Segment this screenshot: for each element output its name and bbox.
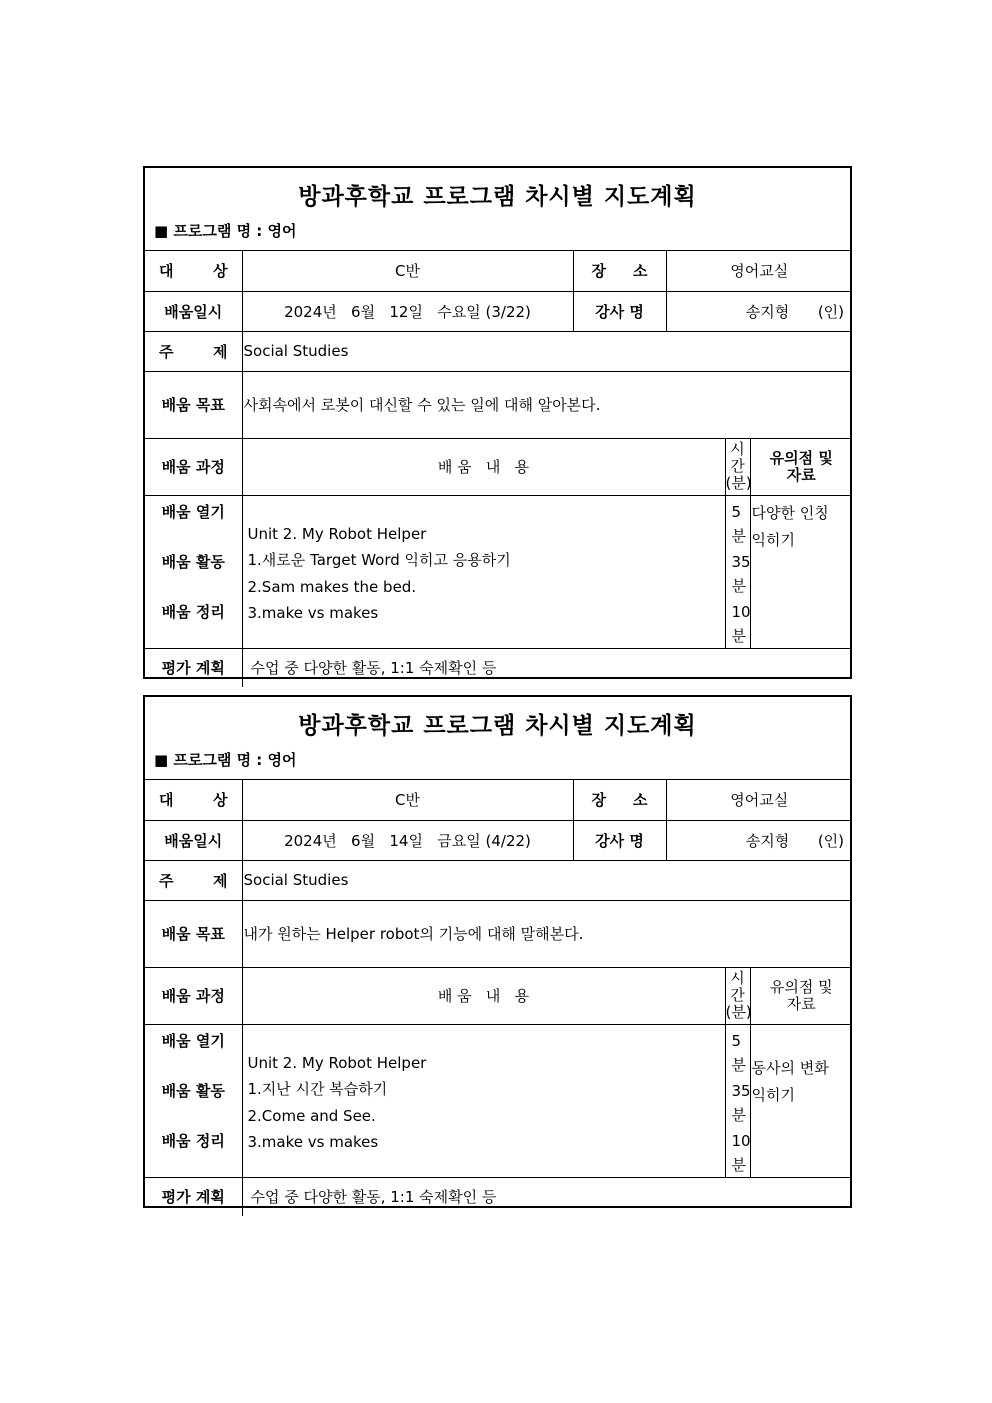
content-line: 2.Come and See. bbox=[247, 1106, 376, 1125]
notes-label: 유의점 및 bbox=[769, 448, 833, 467]
program-name: ■ 프로그램 명 : 영어 bbox=[154, 751, 297, 769]
content-line: Unit 2. My Robot Helper bbox=[247, 1053, 427, 1072]
content-line: 1.새로운 Target Word 익히고 응용하기 bbox=[247, 551, 511, 569]
place-label: 장 소 bbox=[591, 791, 648, 810]
process-label: 배움 과정 bbox=[145, 438, 242, 495]
content-line: 3.make vs makes bbox=[247, 604, 379, 622]
lesson-plan-1 bbox=[143, 166, 852, 679]
eval-label: 평가 계획 bbox=[145, 648, 242, 687]
teacher-label: 강사 명 bbox=[573, 291, 666, 331]
plan-title: 방과후학교 프로그램 차시별 지도계획 bbox=[298, 183, 697, 210]
goal-value: 사회속에서 로봇이 대신할 수 있는 일에 대해 알아본다. bbox=[242, 371, 852, 438]
place-value: 영어교실 bbox=[666, 251, 852, 291]
eval-value: 수업 중 다양한 활동, 1:1 숙제확인 등 bbox=[242, 648, 852, 687]
notes-line: 익히기 bbox=[751, 530, 795, 549]
notes-line: 동사의 변화 bbox=[751, 1058, 829, 1077]
teacher-value: 송지형 (인) bbox=[745, 302, 845, 321]
teacher-value: 송지형 (인) bbox=[745, 831, 845, 850]
program-name: ■ 프로그램 명 : 영어 bbox=[154, 222, 297, 240]
target-label: 대 상 bbox=[159, 791, 228, 810]
plan-title: 방과후학교 프로그램 차시별 지도계획 bbox=[298, 712, 697, 739]
time-open: 5분 bbox=[731, 1031, 746, 1074]
content-label: 배 움 내 용 bbox=[437, 987, 530, 1005]
place-label: 장 소 bbox=[591, 262, 648, 281]
target-value: C반 bbox=[242, 251, 573, 291]
plan-table bbox=[145, 780, 852, 1216]
lesson-plan-2 bbox=[143, 695, 852, 1208]
content-label: 배 움 내 용 bbox=[437, 458, 530, 476]
stage-close-label: 배움 정리 bbox=[161, 602, 225, 621]
time-label: 시간 bbox=[730, 440, 745, 475]
time-close: 10분 bbox=[731, 1131, 751, 1174]
eval-label: 평가 계획 bbox=[145, 1177, 242, 1216]
notes-line: 익히기 bbox=[751, 1085, 795, 1104]
time-close: 10분 bbox=[731, 602, 751, 645]
date-value: 2024년 6월 12일 수요일 (3/22) bbox=[284, 302, 531, 321]
time-label: 시간 bbox=[730, 969, 745, 1004]
content-line: 1.지난 시간 복습하기 bbox=[247, 1080, 388, 1098]
notes-sub-label: 자료 bbox=[786, 465, 816, 484]
plan-header bbox=[145, 168, 850, 251]
place-value: 영어교실 bbox=[666, 780, 852, 820]
teacher-label: 강사 명 bbox=[573, 820, 666, 860]
eval-value: 수업 중 다양한 활동, 1:1 숙제확인 등 bbox=[242, 1177, 852, 1216]
target-value: C반 bbox=[242, 780, 573, 820]
stage-open-label: 배움 열기 bbox=[161, 1031, 225, 1050]
target-label: 대 상 bbox=[159, 262, 228, 281]
content-list bbox=[242, 495, 725, 648]
plan-header bbox=[145, 697, 850, 780]
time-unit-label: (분) bbox=[725, 1003, 752, 1021]
content-line: 2.Sam makes the bed. bbox=[247, 577, 417, 596]
process-label: 배움 과정 bbox=[145, 967, 242, 1024]
plan-table bbox=[145, 251, 852, 687]
time-unit-label: (분) bbox=[725, 474, 752, 492]
time-activity: 35분 bbox=[731, 552, 751, 595]
content-line: Unit 2. My Robot Helper bbox=[247, 524, 427, 543]
date-label: 배움일시 bbox=[145, 291, 242, 331]
topic-label: 주 제 bbox=[159, 871, 228, 890]
goal-value: 내가 원하는 Helper robot의 기능에 대해 말해본다. bbox=[242, 900, 852, 967]
stage-close-label: 배움 정리 bbox=[161, 1131, 225, 1150]
stage-activity-label: 배움 활동 bbox=[161, 552, 225, 571]
content-list bbox=[242, 1024, 725, 1177]
topic-value: Social Studies bbox=[242, 860, 852, 900]
time-activity: 35분 bbox=[731, 1081, 751, 1124]
goal-label: 배움 목표 bbox=[145, 900, 242, 967]
content-line: 3.make vs makes bbox=[247, 1133, 379, 1151]
stage-open-label: 배움 열기 bbox=[161, 502, 225, 521]
topic-label: 주 제 bbox=[159, 342, 228, 361]
goal-label: 배움 목표 bbox=[145, 371, 242, 438]
time-open: 5분 bbox=[731, 502, 746, 545]
notes-label: 유의점 및 bbox=[769, 977, 833, 996]
notes-line: 다양한 인칭 bbox=[751, 503, 829, 522]
topic-value: Social Studies bbox=[242, 331, 852, 371]
notes-sub-label: 자료 bbox=[786, 994, 816, 1013]
stage-activity-label: 배움 활동 bbox=[161, 1081, 225, 1100]
date-value: 2024년 6월 14일 금요일 (4/22) bbox=[284, 831, 531, 850]
date-label: 배움일시 bbox=[145, 820, 242, 860]
